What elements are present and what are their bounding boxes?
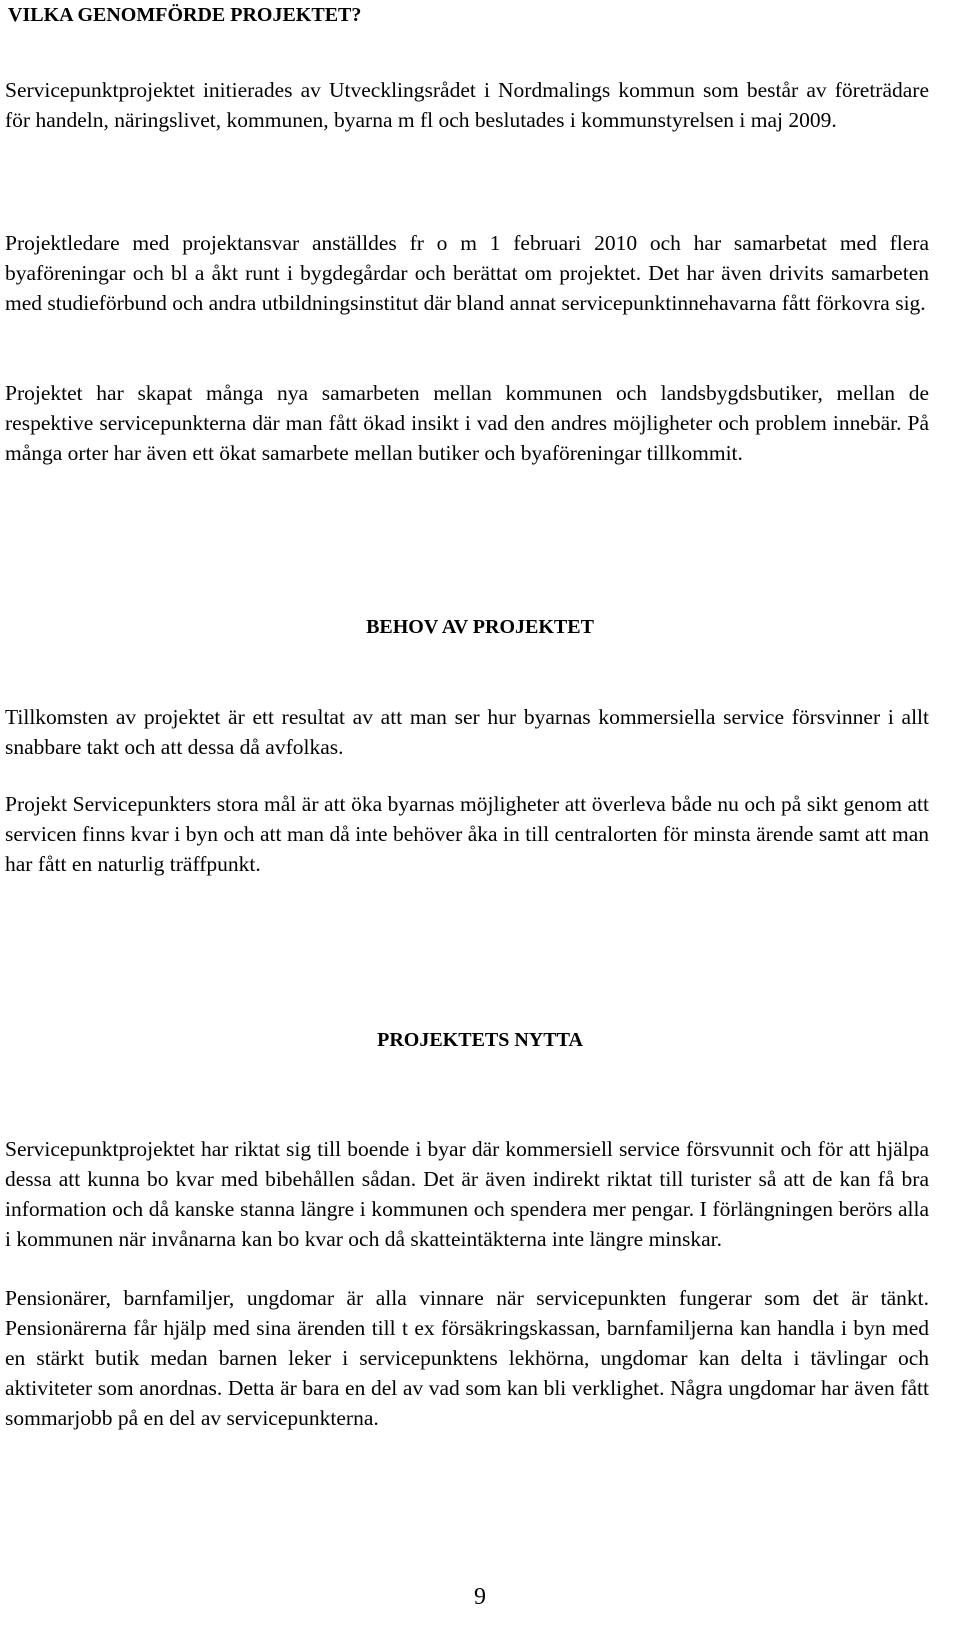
heading-vilka-genomforde-projektet: VILKA GENOMFÖRDE PROJEKTET? [8, 4, 362, 26]
paragraph-project-leader: Projektledare med projektansvar anställdes fr o m 1 februari 2010 och har samarbetat med flera byaföreningar och bl a åkt runt i bygdegårdar och berättat om projektet. Det har även drivits samarbeten med studieförbund och andra utbildningsinstitut där bland annat servicepunktinnehavarna fått förkovra sig. [5, 231, 929, 315]
paragraph-target-groups: Servicepunktprojektet har riktat sig till boende i byar där kommersiell service försvunnit och för att hjälpa dessa att kunna bo kvar med bibehållen sådan. Det är även indirekt riktat till turister så att de kan få bra information och då kanske stanna längre i kommunen och spendera mer pengar. I förlängningen berörs alla i kommunen när invånarna kan bo kvar och då skatteintäkterna inte längre minskar. [5, 1137, 929, 1251]
paragraph-collaborations: Projektet har skapat många nya samarbeten mellan kommunen och landsbygdsbutiker, mellan de respektive servicepunkterna där man fått ökad insikt i vad den andres möjligheter och problem innebär. På många orter har även ett ökat samarbete mellan butiker och byaföreningar tillkommit. [5, 381, 929, 465]
paragraph-need: Tillkomsten av projektet är ett resultat av att man ser hur byarnas kommersiella service försvinner i allt snabbare takt och att dessa då avfolkas. [5, 705, 929, 759]
paragraph-goal: Projekt Servicepunkters stora mål är att öka byarnas möjligheter att överleva både nu och på sikt genom att servicen finns kvar i byn och att man då inte behöver åka in till centralorten för minsta ärende samt att man har fått en naturlig träffpunkt. [5, 792, 929, 876]
paragraph-initiation: Servicepunktprojektet initierades av Utvecklingsrådet i Nordmalings kommun som består av företrädare för handeln, näringslivet, kommunen, byarna m fl och beslutades i kommunstyrelsen i maj 2009. [5, 78, 929, 132]
heading-behov-av-projektet: BEHOV AV PROJEKTET [366, 616, 594, 638]
page-number: 9 [474, 1584, 486, 1610]
paragraph-winners: Pensionärer, barnfamiljer, ungdomar är alla vinnare när servicepunkten fungerar som det är tänkt. Pensionärerna får hjälp med sina ärenden till t ex försäkringskassan, barnfamiljerna kan handla i byn med en stärkt butik medan barnen leker i servicepunktens lekhörna, ungdomar kan delta i tävlingar och aktiviteter som anordnas. Detta är bara en del av vad som kan bli verklighet. Några ungdomar har även fått sommarjobb på en del av servicepunkterna. [5, 1286, 929, 1430]
heading-projektets-nytta: PROJEKTETS NYTTA [377, 1029, 583, 1051]
